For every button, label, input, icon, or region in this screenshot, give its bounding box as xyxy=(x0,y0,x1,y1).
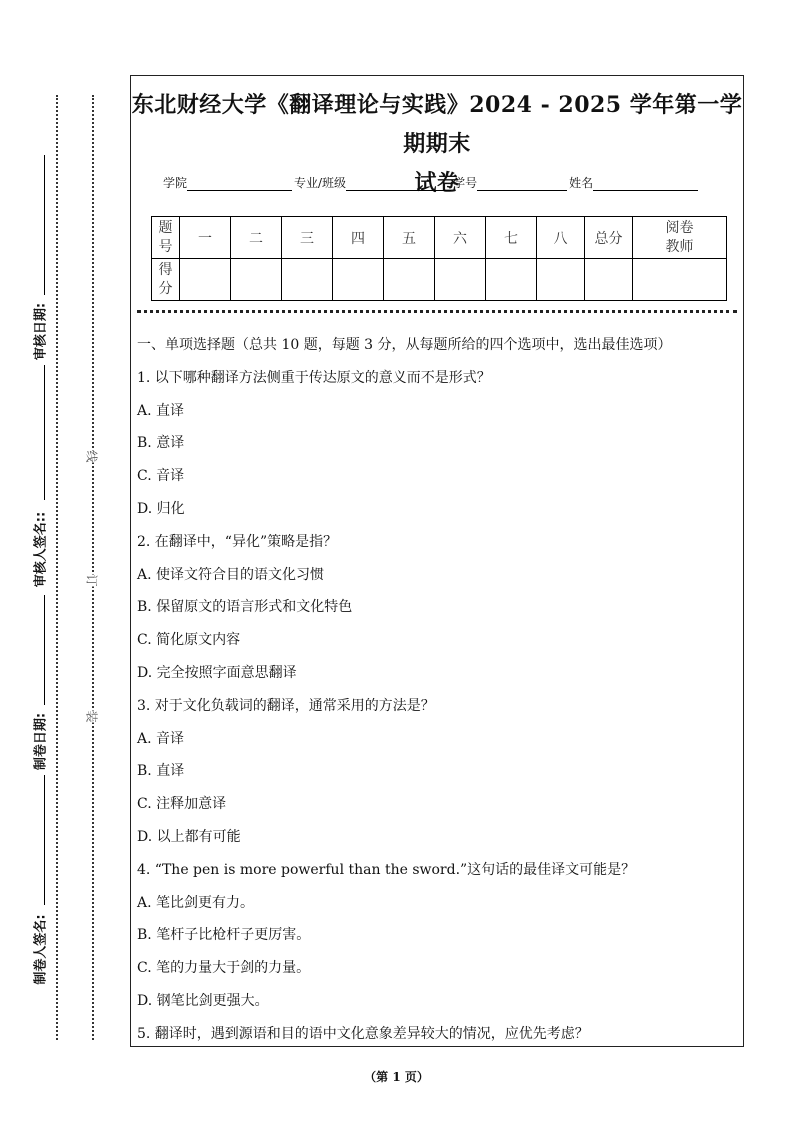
exam-title-line2: 试卷 xyxy=(414,170,460,196)
name-label: 姓名 xyxy=(569,176,594,190)
answer-option[interactable]: C. 笔的力量大于剑的力量。 xyxy=(137,960,311,977)
answer-option[interactable]: A. 笔比剑更有力。 xyxy=(137,894,255,911)
row-header-question-no: 题号 xyxy=(152,217,180,259)
score-table-score-row xyxy=(152,259,727,301)
section-title: 一、单项选择题（总共 10 题，每题 3 分，从每题所给的四个选项中，选出最佳选项） xyxy=(137,337,672,353)
binding-char-bind: 装 xyxy=(84,710,99,723)
student-info-row xyxy=(163,174,700,191)
col-header: 八 xyxy=(537,217,585,259)
college-field[interactable] xyxy=(187,178,292,191)
compiler-signature-underline xyxy=(44,775,45,905)
score-table-header-row xyxy=(152,217,727,259)
score-cell[interactable] xyxy=(231,259,282,301)
answer-option[interactable]: A. 使译文符合目的语文化习惯 xyxy=(137,566,325,583)
col-header: 七 xyxy=(486,217,537,259)
score-cell[interactable] xyxy=(384,259,435,301)
score-cell[interactable] xyxy=(633,259,727,301)
binding-char-line: 线 xyxy=(84,450,99,463)
answer-option[interactable]: C. 注释加意译 xyxy=(137,796,227,813)
question-text: 5. 翻译时，遇到源语和目的语中文化意象差异较大的情况，应优先考虑？ xyxy=(137,1025,589,1042)
answer-option[interactable]: D. 以上都有可能 xyxy=(137,828,241,845)
question-text: 2. 在翻译中，“异化”策略是指？ xyxy=(137,533,338,550)
col-header: 六 xyxy=(435,217,486,259)
score-cell[interactable] xyxy=(435,259,486,301)
question-text: 3. 对于文化负载词的翻译，通常采用的方法是？ xyxy=(137,697,435,714)
answer-option[interactable]: C. 简化原文内容 xyxy=(137,632,241,649)
reviewer-signature-label: 审核人签名:: xyxy=(33,511,49,588)
answer-option[interactable]: C. 音译 xyxy=(137,468,185,485)
student-id-field[interactable] xyxy=(477,178,567,191)
score-table xyxy=(151,216,727,301)
dotted-separator xyxy=(137,310,737,313)
score-cell[interactable] xyxy=(585,259,633,301)
name-field[interactable] xyxy=(593,178,698,191)
answer-option[interactable]: B. 意译 xyxy=(137,435,185,452)
row-header-score: 得分 xyxy=(152,259,180,301)
compiler-signature-label: 制卷人签名: xyxy=(33,914,49,985)
answer-option[interactable]: A. 直译 xyxy=(137,402,185,419)
score-cell[interactable] xyxy=(333,259,384,301)
col-header: 五 xyxy=(384,217,435,259)
major-class-field[interactable] xyxy=(346,178,451,191)
exam-title-line1: 东北财经大学《翻译理论与实践》2024 - 2025 学年第一学期期末 xyxy=(131,92,743,157)
seal-dotted-line-outer xyxy=(56,95,58,1040)
answer-option[interactable]: B. 保留原文的语言形式和文化特色 xyxy=(137,599,353,616)
answer-option[interactable]: B. 笔杆子比枪杆子更厉害。 xyxy=(137,927,311,944)
questions-section xyxy=(137,329,739,1051)
answer-option[interactable]: D. 钢笔比剑更强大。 xyxy=(137,992,269,1009)
answer-option[interactable]: A. 音译 xyxy=(137,730,185,747)
score-cell[interactable] xyxy=(486,259,537,301)
exam-frame xyxy=(130,75,744,1047)
col-header: 三 xyxy=(282,217,333,259)
question-text: 1. 以下哪种翻译方法侧重于传达原文的意义而不是形式？ xyxy=(137,369,491,386)
score-cell[interactable] xyxy=(282,259,333,301)
col-header: 四 xyxy=(333,217,384,259)
answer-option[interactable]: B. 直译 xyxy=(137,763,185,780)
binding-dotted-line xyxy=(92,95,94,1040)
answer-option[interactable]: D. 完全按照字面意思翻译 xyxy=(137,664,297,681)
review-date-underline xyxy=(44,155,45,295)
compile-date-label: 制卷日期: xyxy=(33,712,49,771)
col-header: 阅卷教师 xyxy=(633,217,727,259)
col-header: 一 xyxy=(180,217,231,259)
question-list xyxy=(137,362,739,1051)
binding-char-staple: 订 xyxy=(84,574,99,587)
student-id-label: 学号 xyxy=(453,176,478,190)
college-label: 学院 xyxy=(163,176,188,190)
reviewer-signature-underline xyxy=(44,365,45,500)
page-number: （第 1 页） xyxy=(364,1070,429,1084)
answer-option[interactable]: D. 归化 xyxy=(137,500,185,517)
question-text: 4. “The pen is more powerful than the sword.”这句话的最佳译文可能是？ xyxy=(137,861,636,878)
col-header: 二 xyxy=(231,217,282,259)
col-header: 总分 xyxy=(585,217,633,259)
review-date-label: 审核日期: xyxy=(33,302,49,361)
score-cell[interactable] xyxy=(180,259,231,301)
compile-date-underline xyxy=(44,595,45,705)
score-cell[interactable] xyxy=(537,259,585,301)
major-class-label: 专业/班级 xyxy=(294,176,347,190)
